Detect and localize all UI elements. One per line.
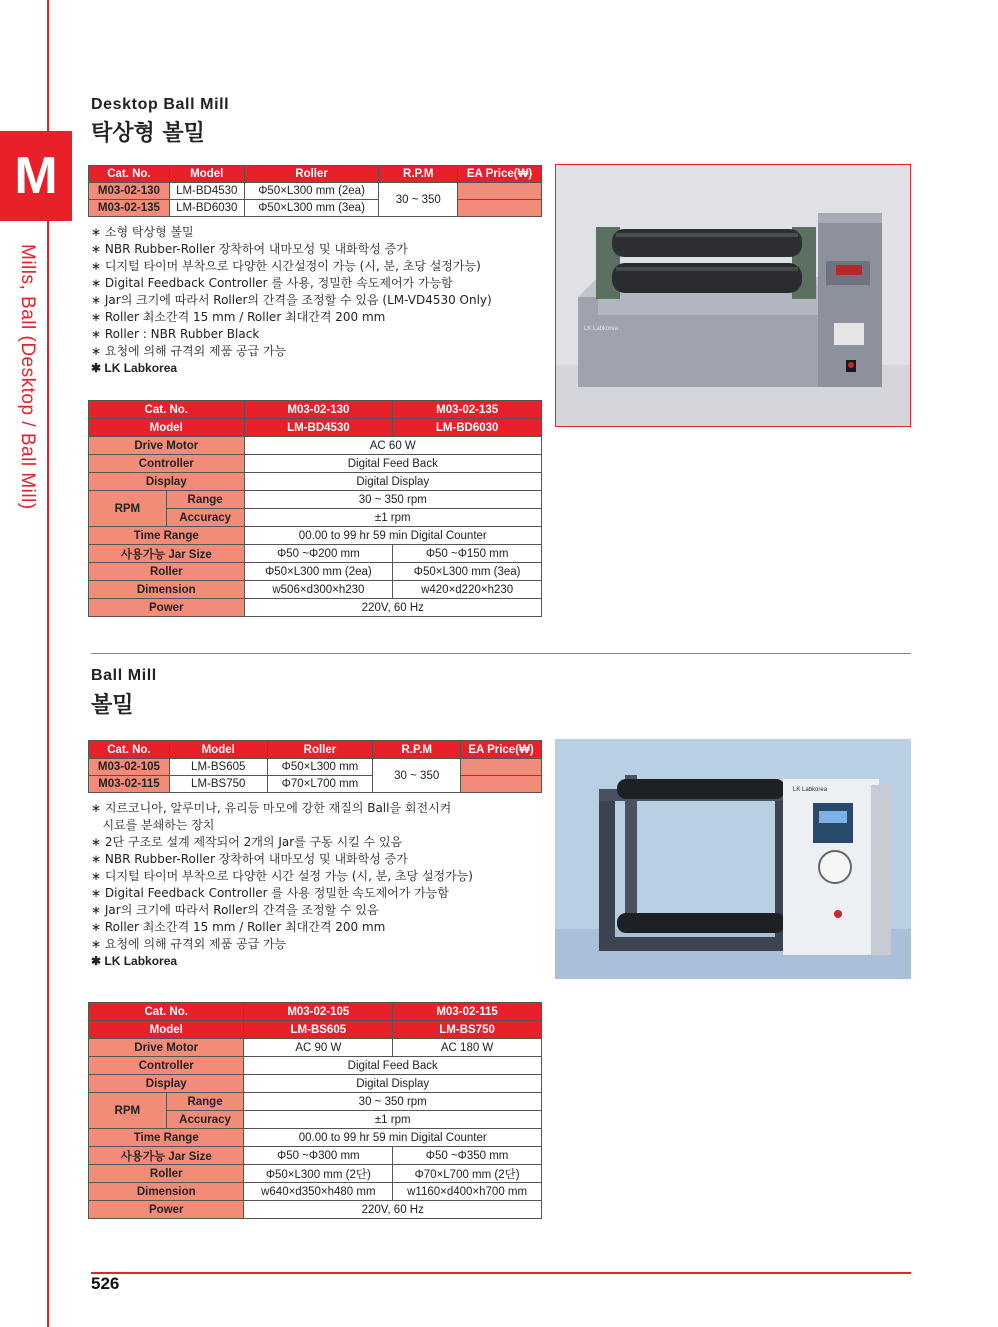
note-item: ∗ 요청에 의해 규격외 제품 공급 가능 [91, 937, 287, 951]
rpm: 30 ~ 350 [379, 183, 458, 217]
section1-title-en: Desktop Ball Mill [91, 96, 230, 113]
note-item: ∗ Jar의 크기에 따라서 Roller의 간격을 조정할 수 있음 [91, 903, 379, 917]
spec-model2: LM-BS750 [393, 1021, 542, 1039]
roller: Φ50×L300 mm [267, 759, 373, 776]
jar-label-en: Jar Size [168, 1150, 212, 1163]
section2-title-en: Ball Mill [91, 667, 157, 684]
note-item: ∗ 2단 구조로 설계 제작되어 2개의 Jar를 구동 시킬 수 있음 [91, 835, 403, 849]
spec-label: Roller [89, 1165, 244, 1183]
header-cat: Cat. No. [89, 166, 170, 183]
section1-spec-table [88, 400, 542, 617]
spec-label: Roller [89, 563, 245, 581]
note-item: ∗ Digital Feedback Controller 를 사용 정밀한 속도제어가 가능함 [91, 886, 449, 900]
spec-value: Φ50 ~Φ300 mm [244, 1147, 393, 1165]
spec-value: AC 60 W [244, 437, 541, 455]
note-item: 시료를 분쇄하는 장치 [91, 818, 215, 832]
model: LM-BS750 [169, 776, 267, 793]
note-item: ∗ Roller 최소간격 15 mm / Roller 최대간격 200 mm [91, 920, 386, 934]
spec-cat1: M03-02-130 [244, 401, 393, 419]
spec-value: ±1 rpm [244, 509, 541, 527]
note-item: ∗ 소형 탁상형 볼밀 [91, 225, 194, 239]
spec-value: w506×d300×h230 [244, 581, 393, 599]
spec-value: Φ50 ~Φ200 mm [244, 545, 393, 563]
ball-mill-image [555, 739, 911, 979]
cat-no: M03-02-130 [89, 183, 170, 200]
spec-value: Φ50×L300 mm (2ea) [244, 563, 393, 581]
spec-label: Time Range [89, 527, 245, 545]
section2-spec-table [88, 1002, 542, 1219]
spec-label: Cat. No. [89, 1003, 244, 1021]
footer-rule [91, 1272, 911, 1274]
price-cell [461, 759, 542, 776]
spec-value: 30 ~ 350 rpm [244, 491, 541, 509]
note-item: ∗ Jar의 크기에 따라서 Roller의 간격을 조정할 수 있음 (LM-VD4530 Only) [91, 293, 492, 307]
brand-label: ✱ LK Labkorea [91, 361, 178, 375]
roller: Φ50×L300 mm (3ea) [244, 200, 379, 217]
header-price: EA Price(₩) [461, 741, 542, 759]
note-item: ∗ NBR Rubber-Roller 장착하여 내마모성 및 내화학성 증가 [91, 852, 408, 866]
header-model: Model [169, 741, 267, 759]
spec-value: AC 90 W [244, 1039, 393, 1057]
spec-label: Controller [89, 455, 245, 473]
desktop-ball-mill-photo [555, 164, 911, 427]
spec-model1: LM-BD4530 [244, 419, 393, 437]
section2-notes [91, 800, 473, 970]
spec-value: w640×d350×h480 mm [244, 1183, 393, 1201]
roller: Φ70×L700 mm [267, 776, 373, 793]
section-divider [91, 653, 911, 654]
note-item: ∗ 디지털 타이머 부착으로 다양한 시간설정이 가능 (시, 분, 초당 설정가능) [91, 259, 481, 273]
spec-label: Drive Motor [89, 1039, 244, 1057]
spec-cat2: M03-02-115 [393, 1003, 542, 1021]
section1-notes [91, 224, 492, 377]
note-item: ∗ 요청에 의해 규격외 제품 공급 가능 [91, 344, 287, 358]
spec-cat2: M03-02-135 [393, 401, 542, 419]
cat-no: M03-02-135 [89, 200, 170, 217]
spec-label: Display [89, 473, 245, 491]
spec-value: w420×d220×h230 [393, 581, 542, 599]
spec-value: Φ50×L300 mm (2단) [244, 1165, 393, 1183]
note-item: ∗ 지르코니아, 알루미나, 유리등 마모에 강한 재질의 Ball을 회전시켜 [91, 801, 452, 815]
brand-label: ✱ LK Labkorea [91, 954, 178, 968]
jar-label-ko: 사용가능 [120, 1148, 166, 1163]
ball-mill-photo [555, 739, 911, 979]
spec-value: Φ50 ~Φ350 mm [393, 1147, 542, 1165]
note-item: ∗ Digital Feedback Controller 를 사용, 정밀한 속도제어가 가능함 [91, 276, 453, 290]
jar-label-ko: 사용가능 [120, 546, 166, 561]
spec-value: Φ50×L300 mm (3ea) [393, 563, 542, 581]
spec-label: Accuracy [166, 509, 244, 527]
svg-text:LK Labkorea: LK Labkorea [793, 787, 828, 793]
spec-label: Cat. No. [89, 401, 245, 419]
header-price: EA Price(₩) [458, 166, 542, 183]
header-rpm: R.P.M [373, 741, 461, 759]
spec-value: Digital Feed Back [244, 1057, 542, 1075]
header-roller: Roller [267, 741, 373, 759]
spec-value: 00.00 to 99 hr 59 min Digital Counter [244, 527, 541, 545]
header-cat: Cat. No. [89, 741, 170, 759]
spec-value: Φ70×L700 mm (2단) [393, 1165, 542, 1183]
spec-model2: LM-BD6030 [393, 419, 542, 437]
section1-order-table [88, 165, 542, 217]
spec-model1: LM-BS605 [244, 1021, 393, 1039]
model: LM-BS605 [169, 759, 267, 776]
svg-text:LK Labkorea: LK Labkorea [584, 326, 619, 332]
spec-value: w1160×d400×h700 mm [393, 1183, 542, 1201]
note-item: ∗ Roller : NBR Rubber Black [91, 327, 260, 341]
section2-order-table [88, 740, 542, 793]
rpm: 30 ~ 350 [373, 759, 461, 793]
spec-label: Model [89, 419, 245, 437]
model: LM-BD6030 [169, 200, 244, 217]
spec-label: Power [89, 1201, 244, 1219]
section1-title-ko: 탁상형 볼밀 [91, 121, 205, 146]
spec-label: Dimension [89, 581, 245, 599]
roller: Φ50×L300 mm (2ea) [244, 183, 379, 200]
price-cell [458, 200, 542, 217]
price-cell [458, 183, 542, 200]
spec-value: 220V, 60 Hz [244, 599, 541, 617]
spec-value: ±1 rpm [244, 1111, 542, 1129]
spec-value: Digital Display [244, 1075, 542, 1093]
spec-value: 220V, 60 Hz [244, 1201, 542, 1219]
spec-label: Range [166, 491, 244, 509]
cat-no: M03-02-115 [89, 776, 170, 793]
spec-label: RPM [89, 1093, 167, 1129]
spec-value: Φ50 ~Φ150 mm [393, 545, 542, 563]
page-number: 526 [91, 1274, 120, 1293]
section-letter: M [0, 131, 72, 221]
desktop-ball-mill-image [556, 165, 910, 426]
spec-value: 00.00 to 99 hr 59 min Digital Counter [244, 1129, 542, 1147]
jar-label-en: Jar Size [168, 548, 212, 561]
spec-label: RPM [89, 491, 167, 527]
category-label: Mills, Ball (Desktop / Ball Mill) [17, 244, 38, 510]
spec-cat1: M03-02-105 [244, 1003, 393, 1021]
spec-label: Model [89, 1021, 244, 1039]
note-item: ∗ 디지털 타이머 부착으로 다양한 시간 설정 가능 (시, 분, 초당 설정가능) [91, 869, 473, 883]
spec-label: Time Range [89, 1129, 244, 1147]
spec-label: Accuracy [166, 1111, 244, 1129]
spec-value: 30 ~ 350 rpm [244, 1093, 542, 1111]
spec-value: Digital Feed Back [244, 455, 541, 473]
spec-label: Drive Motor [89, 437, 245, 455]
header-roller: Roller [244, 166, 379, 183]
spec-label [89, 545, 245, 563]
section2-title-ko: 볼밀 [91, 693, 134, 718]
cat-no: M03-02-105 [89, 759, 170, 776]
spec-label: Display [89, 1075, 244, 1093]
spec-value: Digital Display [244, 473, 541, 491]
spec-label: Dimension [89, 1183, 244, 1201]
model: LM-BD4530 [169, 183, 244, 200]
note-item: ∗ Roller 최소간격 15 mm / Roller 최대간격 200 mm [91, 310, 386, 324]
header-model: Model [169, 166, 244, 183]
note-item: ∗ NBR Rubber-Roller 장착하여 내마모성 및 내화학성 증가 [91, 242, 408, 256]
price-cell [461, 776, 542, 793]
spec-label: Power [89, 599, 245, 617]
spec-value: AC 180 W [393, 1039, 542, 1057]
spec-label [89, 1147, 244, 1165]
spec-label: Controller [89, 1057, 244, 1075]
spec-label: Range [166, 1093, 244, 1111]
header-rpm: R.P.M [379, 166, 458, 183]
